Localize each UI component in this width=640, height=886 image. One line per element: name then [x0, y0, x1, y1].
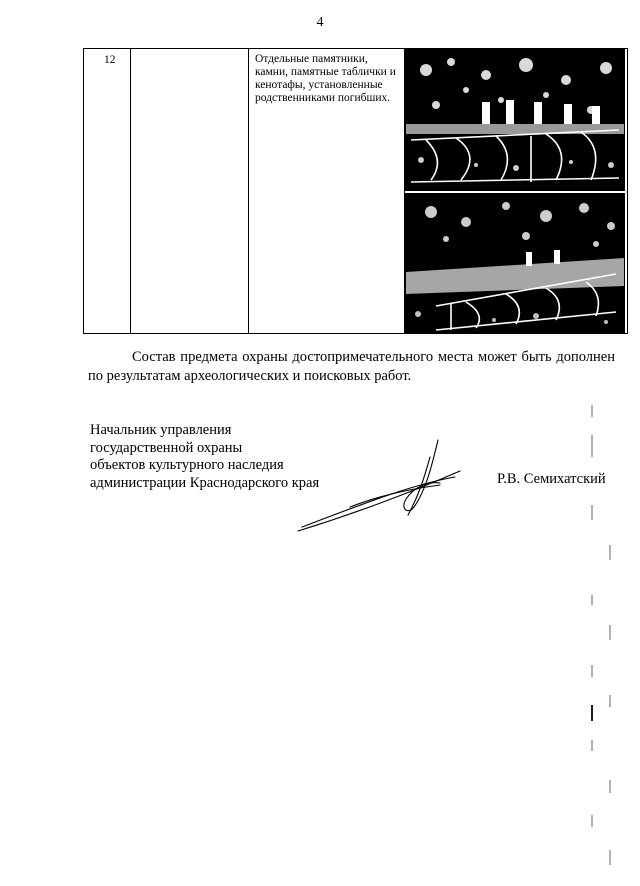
photo-monuments-fence	[405, 49, 625, 191]
row-name-cell	[131, 49, 249, 334]
row-description: Отдельные памятники, камни, памятные таблички и кенотафы, установленные родственниками погибших.	[255, 53, 396, 104]
signer-name: Р.В. Семихатский	[497, 471, 606, 487]
signer-position-line: Начальник управления	[90, 422, 232, 438]
row-photo-cell	[405, 49, 628, 334]
handwritten-signature	[290, 435, 465, 535]
scan-margin-marks	[580, 395, 620, 875]
signer-position-line: государственной охраны	[90, 439, 243, 456]
protection-subject-table	[83, 48, 628, 334]
signer-position-line: объектов культурного наследия	[90, 457, 284, 473]
table-row	[84, 49, 628, 334]
page-number: 4	[316, 15, 324, 30]
row-description-cell	[249, 49, 405, 334]
photo-greenery-fence	[405, 193, 625, 333]
body-paragraph: Состав предмета охраны достопримечательного места может быть дополнен по результатам археологических и поисковых работ.	[88, 349, 615, 384]
signer-position-line: администрации Краснодарского края	[90, 474, 320, 491]
row-number-cell	[84, 49, 131, 334]
row-number: 12	[104, 54, 116, 66]
